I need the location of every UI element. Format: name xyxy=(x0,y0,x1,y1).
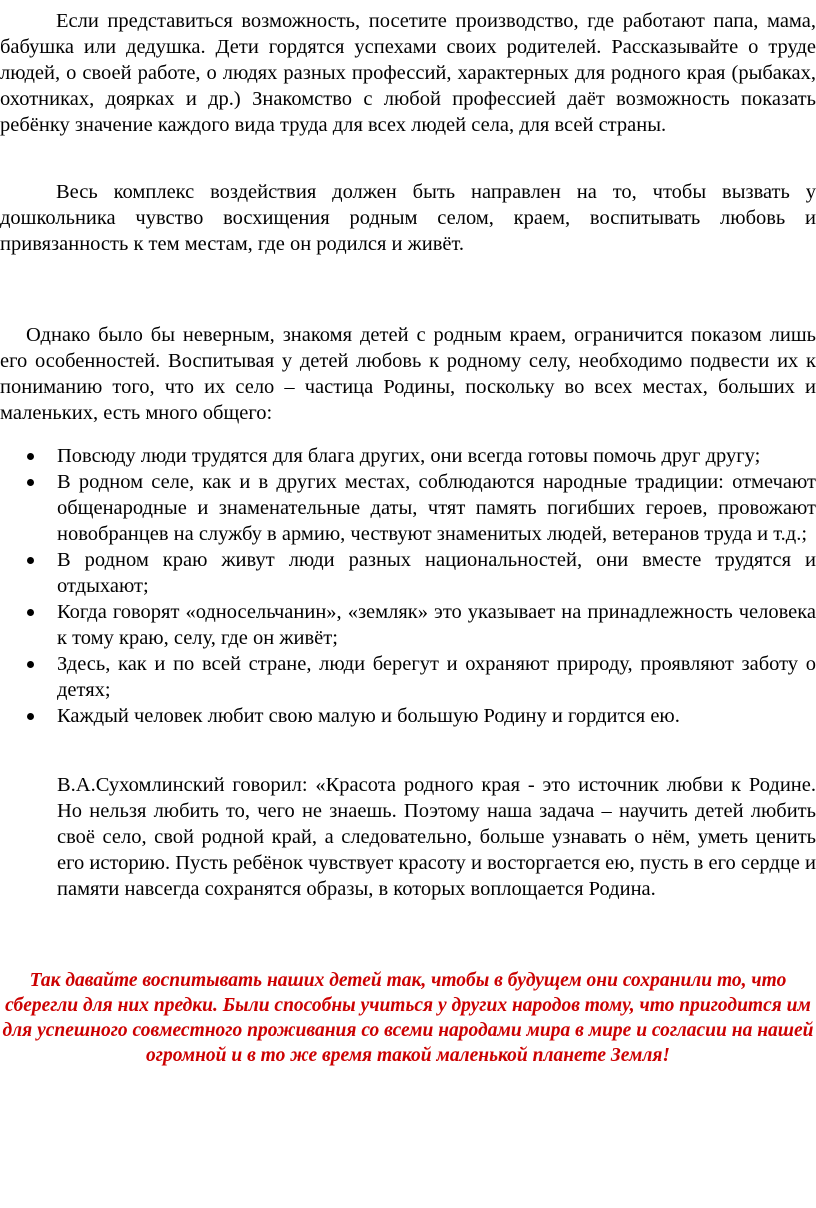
paragraph-influence-complex: Весь комплекс воздействия должен быть направлен на то, чтобы вызвать у дошкольника чувство восхищения родным селом, краем, воспитывать любовь и привязанность к тем местам, где он родился и живёт. xyxy=(0,181,816,255)
bullet-icon xyxy=(27,453,34,460)
list-item xyxy=(0,469,816,547)
list-item-text: Когда говорят «односельчанин», «земляк» это указывает на принадлежность человека к тому краю, селу, где он живёт; xyxy=(57,601,816,649)
paragraph-common-features: Однако было бы неверным, знакомя детей с родным краем, ограничится показом лишь его особенностей. Воспитывая у детей любовь к родному селу, необходимо подвести их к пониманию того, что их село – частица Родины, поскольку во всех местах, больших и маленьких, есть много общего: xyxy=(0,324,816,424)
list-item-text: Повсюду люди трудятся для блага других, они всегда готовы помочь друг другу; xyxy=(57,445,761,467)
bullet-icon xyxy=(27,479,34,486)
list-item xyxy=(0,547,816,599)
list-item xyxy=(0,599,816,651)
bullet-list xyxy=(0,443,816,729)
list-item xyxy=(0,443,816,469)
sukhomlinsky-quote: В.А.Сухомлинский говорил: «Красота родного края - это источник любви к Родине. Но нельзя любить то, чего не знаешь. Поэтому наша задача – научить детей любить своё село, свой родной край, а следовательно, больше узнавать о нём, уметь ценить его историю. Пусть ребёнок чувствует красоту и восторгается ею, пусть в его сердце и памяти навсегда сохранятся образы, в которых воплощается Родина. xyxy=(57,774,816,900)
list-item-text: Здесь, как и по всей стране, люди берегут и охраняют природу, проявляют заботу о детях; xyxy=(57,653,816,701)
bullet-icon xyxy=(27,557,34,564)
list-item xyxy=(0,651,816,703)
paragraph-visit-production: Если представиться возможность, посетите производство, где работают папа, мама, бабушка или дедушка. Дети гордятся успехами своих родителей. Рассказывайте о труде людей, о своей работе, о людях разных профессий, характерных для родного края (рыбаках, охотниках, доярках и др.) Знакомство с любой профессией даёт возможность показать ребёнку значение каждого вида труда для всех людей села, для всей страны. xyxy=(0,10,816,136)
bullet-icon xyxy=(27,609,34,616)
bullet-icon xyxy=(27,713,34,720)
list-item-text: Каждый человек любит свою малую и большую Родину и гордится ею. xyxy=(57,705,680,727)
list-item-text: В родном селе, как и в других местах, соблюдаются народные традиции: отмечают общенародные и знаменательные даты, чтят память погибших героев, провожают новобранцев на службу в армию, чествуют знаменитых людей, ветеранов труда и т.д.; xyxy=(57,471,816,545)
bullet-icon xyxy=(27,661,34,668)
list-item-text: В родном краю живут люди разных национальностей, они вместе трудятся и отдыхают; xyxy=(57,549,816,597)
list-item xyxy=(0,703,816,729)
closing-appeal: Так давайте воспитывать наших детей так, чтобы в будущем они сохранили то, что сберегли для них предки. Были способны учиться у других народов тому, что пригодится им для успешного совместного проживания со всеми народами мира в мире и согласии на нашей огромной и в то же время такой маленькой планете Земля! xyxy=(2,970,814,1066)
